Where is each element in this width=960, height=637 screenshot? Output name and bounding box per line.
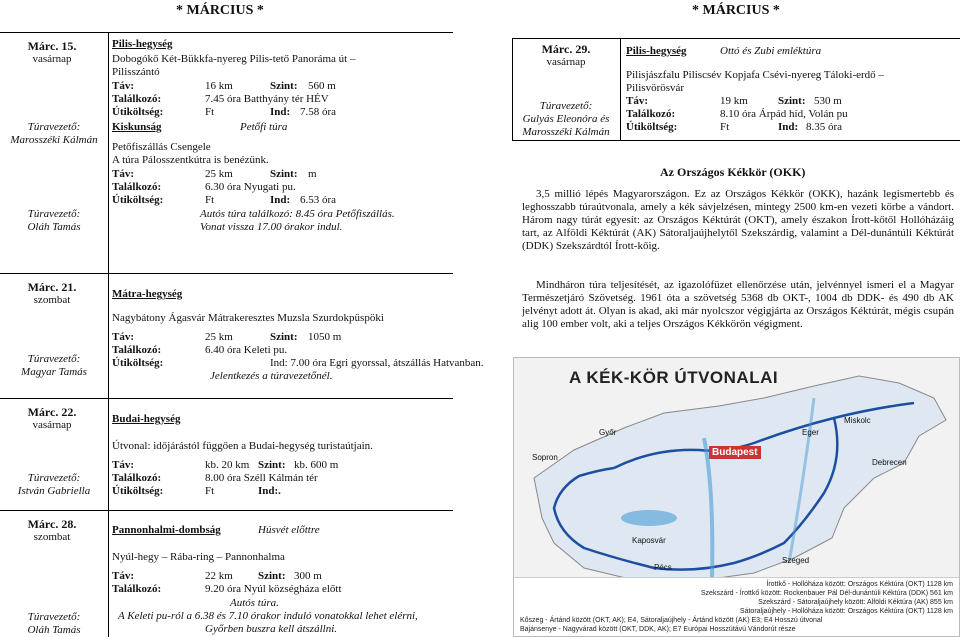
meet-value: 7.45 óra Batthyány tér HÉV: [205, 93, 329, 105]
meet-label: Találkozó:: [112, 344, 162, 356]
route-map: [513, 357, 960, 637]
cost-value: Ft: [720, 121, 730, 133]
legend-item: Szekszárd - Sátoraljaújhely között: Alföldi Kéktúra (AK) 855 km: [758, 599, 953, 606]
top-border: [0, 32, 453, 33]
legend-item: Bajánsenye - Nagyvárad között (OKT, DDK, AK); E7 Európai Hosszútávú Vándorút része: [520, 626, 796, 633]
level-label: Szint:: [270, 168, 298, 180]
separator: [0, 398, 453, 399]
meet-value: 6.30 óra Nyugati pu.: [205, 181, 296, 193]
tour-note: Győrben buszra kell átszállni.: [205, 623, 337, 635]
map-city-label: Sopron: [532, 453, 558, 462]
guide-name: István Gabriella: [17, 485, 91, 497]
map-legend: [514, 577, 959, 636]
dep-label: Ind:: [270, 194, 291, 206]
dist-label: Táv:: [112, 459, 134, 471]
map-city-label: Budapest: [709, 446, 761, 459]
dep-value: Ind: 7.00 óra Egri gyorssal, átszállás Hatvanban.: [270, 357, 484, 369]
dist-label: Táv:: [112, 331, 134, 343]
tour-title: Mátra-hegység: [112, 288, 183, 300]
tour-note: A Keleti pu-ról a 6.38 és 7.10 órakor induló vonatokkal lehet elérni,: [118, 610, 418, 622]
tour-subtitle: Petőfi túra: [240, 121, 288, 133]
legend-item: Szekszárd - Írottkő között: Rockenbauer Pál Dél-dunántúli Kéktúra (DDK) 561 km: [700, 590, 953, 597]
meet-label: Találkozó:: [626, 108, 676, 120]
cost-value: Ft: [205, 194, 215, 206]
guide-name: Oláh Tamás: [27, 221, 81, 233]
tour-route: Nyúl-hegy – Rába-ring – Pannonhalma: [112, 551, 285, 563]
tour-date-block: [512, 43, 620, 69]
tour-title: Pilis-hegység: [112, 38, 173, 50]
dist-label: Táv:: [112, 570, 134, 582]
dist-value: kb. 20 km: [205, 459, 250, 471]
cost-label: Útiköltség:: [112, 194, 164, 206]
tour-date-block: [2, 281, 102, 307]
map-city-label: Szeged: [782, 556, 810, 565]
level-value: 560 m: [308, 80, 336, 92]
meet-label: Találkozó:: [112, 93, 162, 105]
map-city-label: Pécs: [654, 563, 672, 572]
meet-value: 9.20 óra Nyúl községháza előtt: [205, 583, 342, 595]
level-value: m: [308, 168, 317, 180]
map-city-label: Miskolc: [844, 416, 871, 425]
dist-value: 22 km: [205, 570, 233, 582]
map-city-label: Eger: [802, 428, 819, 437]
meet-value: 8.00 óra Széll Kálmán tér: [205, 472, 318, 484]
page-header-right: * MÁRCIUS *: [692, 3, 780, 18]
top-border: [512, 38, 960, 39]
bottom-border: [512, 140, 960, 141]
tour-day: vasárnap: [546, 56, 586, 68]
dist-label: Táv:: [112, 80, 134, 92]
dist-label: Táv:: [626, 95, 648, 107]
article-paragraph: Mindháron túra teljesítését, az igazolófüzet ellenőrzése után, jelvénnyel ismeri el a Magyar Természetjáró Szövetség. 1961 óta a szövetség 5368 db OKT-, 1004 db DDK- és 490 db AK jelvényt adott át. Olyan is akad, aki már nyolcszor végigjárta az Országos Kéktúrát, mégis csupán alig 100 ember volt, aki a teljes Országos Kékkörön végigment.: [522, 279, 954, 330]
tour-note: Autós túra.: [230, 597, 279, 609]
article-title: Az Országos Kékkör (OKK): [660, 165, 806, 179]
tour-route-cont: Pilisszántó: [112, 66, 160, 78]
map-city-label: Győr: [599, 428, 617, 437]
guide-name: Magyar Tamás: [21, 366, 87, 378]
cost-label: Útiköltség:: [112, 357, 164, 369]
dist-value: 25 km: [205, 331, 233, 343]
level-label: Szint:: [270, 331, 298, 343]
tour-route: Nagybátony Ágasvár Mátrakeresztes Muzsla Szurdokpüspöki: [112, 312, 384, 324]
meet-value: 8.10 óra Árpád híd, Volán pu: [720, 108, 848, 120]
tour-date: Márc. 15.: [27, 39, 77, 53]
meet-value: 6.40 óra Keleti pu.: [205, 344, 288, 356]
guide-label: Túravezető:: [27, 208, 81, 220]
guide-label: Túravezető:: [27, 611, 81, 623]
level-value: 300 m: [294, 570, 322, 582]
cost-value: Ft: [205, 106, 215, 118]
legend-item: Kőszeg - Ártánd között (OKT, AK); E4, Sátoraljaújhely - Ártánd között (AK) E3; E4 Hosszú útvonal: [520, 617, 823, 624]
guide-block: [2, 353, 106, 379]
tour-subtitle: Ottó és Zubi emléktúra: [720, 45, 822, 57]
dep-value: 7.58 óra: [300, 106, 337, 118]
tour-title: Kiskunság: [112, 121, 162, 133]
separator: [0, 510, 453, 511]
tour-title: Pannonhalmi-dombság: [112, 524, 221, 536]
dep-value: 6.53 óra: [300, 194, 337, 206]
level-label: Szint:: [258, 459, 286, 471]
guide-label: Túravezető:: [27, 121, 81, 133]
legend-item: Írottkő - Hollóháza között: Országos Kéktúra (OKT) 1128 km: [766, 581, 953, 588]
tour-day: vasárnap: [32, 53, 72, 65]
tour-route: Petőfiszállás Csengele: [112, 141, 211, 153]
tour-route-cont: Pilisvörösvár: [626, 82, 685, 94]
dist-label: Táv:: [112, 168, 134, 180]
tour-title: Budai-hegység: [112, 413, 181, 425]
guide-name: Marosszéki Kálmán: [10, 134, 98, 146]
cost-value: Ft: [205, 485, 215, 497]
meet-label: Találkozó:: [112, 472, 162, 484]
guide-name: Oláh Tamás: [27, 624, 81, 636]
tour-route: Pilisjászfalu Piliscsév Kopjafa Csévi-nyereg Táloki-erdő –: [626, 69, 884, 81]
level-value: 1050 m: [308, 331, 342, 343]
tour-day: vasárnap: [32, 419, 72, 431]
guide-block: [2, 472, 106, 498]
tour-date: Márc. 21.: [27, 280, 77, 294]
tour-subtitle: Húsvét előttre: [258, 524, 320, 536]
tour-day: szombat: [33, 531, 71, 543]
tour-date-block: [2, 518, 102, 544]
dep-label: Ind:: [778, 121, 799, 133]
lake-balaton: [621, 510, 677, 526]
level-label: Szint:: [778, 95, 806, 107]
dep-label: Ind:: [270, 106, 291, 118]
legend-item: Sátoraljaújhely - Hollóháza között: Országos Kéktúra (OKT) 1128 km: [739, 608, 953, 615]
guide-label: Túravezető:: [27, 472, 81, 484]
meet-label: Találkozó:: [112, 181, 162, 193]
guide-block: [512, 100, 620, 139]
guide-label: Túravezető:: [27, 353, 81, 365]
level-label: Szint:: [270, 80, 298, 92]
cost-label: Útiköltség:: [112, 106, 164, 118]
tour-route: Útvonal: időjárástól függően a Budai-hegység turistaútjain.: [112, 440, 373, 452]
tour-day: szombat: [33, 294, 71, 306]
meet-label: Találkozó:: [112, 583, 162, 595]
map-city-label: Debrecen: [872, 458, 907, 467]
dist-value: 25 km: [205, 168, 233, 180]
guide-label: Túravezető:: [539, 100, 593, 112]
guide-name: Gulyás Eleonóra és: [522, 113, 610, 125]
level-value: kb. 600 m: [294, 459, 339, 471]
tour-note: Vonat vissza 17.00 órakor indul.: [200, 221, 343, 233]
guide-block: [2, 611, 106, 637]
cost-label: Útiköltség:: [112, 485, 164, 497]
tour-date: Márc. 29.: [541, 42, 591, 56]
tour-date-block: [2, 40, 102, 66]
dist-value: 19 km: [720, 95, 748, 107]
level-value: 530 m: [814, 95, 842, 107]
dist-value: 16 km: [205, 80, 233, 92]
separator: [0, 273, 453, 274]
dep-value: 8.35 óra: [806, 121, 843, 133]
tour-date: Márc. 28.: [27, 517, 77, 531]
column-divider: [108, 32, 109, 637]
tour-title: Pilis-hegység: [626, 45, 687, 57]
map-title: A KÉK-KÖR ÚTVONALAI: [569, 368, 779, 387]
tour-note: Jelentkezés a túravezetőnél.: [210, 370, 333, 382]
tour-route: Dobogókő Két-Bükkfa-nyereg Pilis-tető Panoráma út –: [112, 53, 356, 65]
page-header-left: * MÁRCIUS *: [176, 3, 264, 18]
guide-name: Marosszéki Kálmán: [522, 126, 610, 138]
tour-route-note: A túra Pálosszentkútra is benézünk.: [112, 154, 269, 166]
tour-date-block: [2, 406, 102, 432]
dep-value: Ind:.: [258, 485, 281, 497]
guide-block: [2, 208, 106, 234]
tour-note: Autós túra találkozó: 8.45 óra Petőfiszállás.: [200, 208, 395, 220]
article-paragraph: 3,5 millió lépés Magyarországon. Ez az Országos Kékkör (OKK), hazánk legismertebb és leghosszabb túraútvonala, amely a kék sávjelzésen, mintegy 2500 km-en vezeti körbe a vándort. Három nagy túrát egyesít: az Országos Kéktúrát (OKT), amely északon Írott-kőtől Hollóházáig tart, az Alföldi Kéktúrát (AK) Sátoraljaújhelytől Szekszárdig, valamint a Dél-dunántúli Kéktúrát (DDK) Szekszárdtól Írott-kőig.: [522, 188, 954, 252]
level-label: Szint:: [258, 570, 286, 582]
tour-date: Márc. 22.: [27, 405, 77, 419]
guide-block: [2, 121, 106, 147]
map-city-label: Kaposvár: [632, 536, 666, 545]
column-divider: [620, 38, 621, 140]
cost-label: Útiköltség:: [626, 121, 678, 133]
